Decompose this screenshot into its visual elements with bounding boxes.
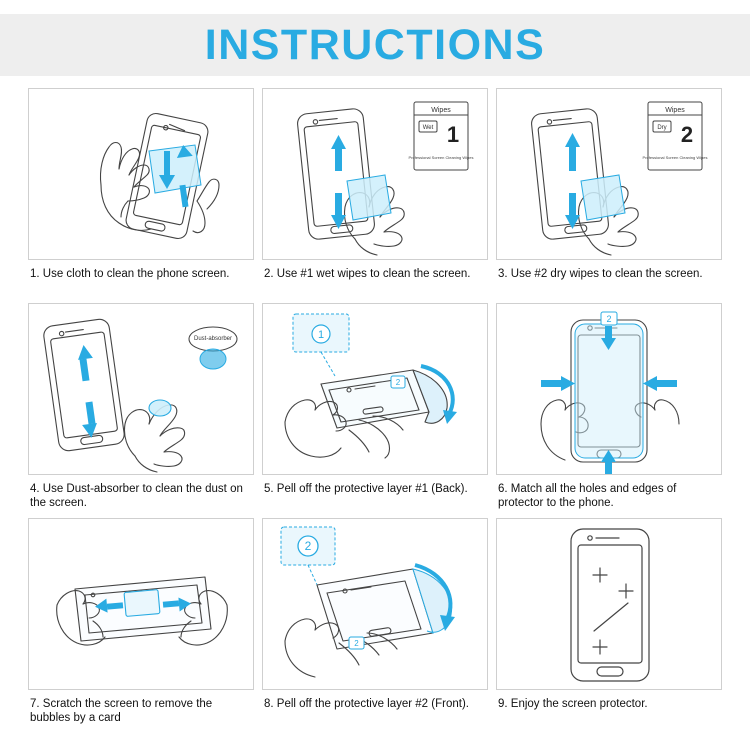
step-figure-9 — [496, 518, 722, 690]
step-figure-1 — [28, 88, 254, 260]
step-cell-9 — [496, 518, 722, 727]
layer-number-callout-2: 2 — [395, 378, 401, 387]
dust-absorber-label: Dust-absorber — [193, 336, 233, 342]
peel-front-layer-two-icon — [263, 519, 488, 690]
step-figure-5 — [262, 303, 488, 475]
peel-back-layer-one-icon — [263, 304, 488, 475]
wet-wipe-packet-and-phone-icon — [263, 89, 488, 260]
step-cell-8 — [262, 518, 488, 727]
page-header — [0, 14, 750, 76]
step-figure-3 — [496, 88, 722, 260]
step-cell-6 — [496, 303, 722, 512]
wipes-packet-type: Dry — [657, 125, 667, 131]
steps-grid — [28, 88, 722, 727]
wipes-packet-subtitle: Professional Screen Cleaning Wipes — [642, 155, 708, 160]
layer-number-callout: 2 — [606, 314, 612, 324]
step-caption-6: 6. Match all the holes and edges of protector to the phone. — [498, 483, 677, 509]
step-cell-5 — [262, 303, 488, 512]
wipes-packet-title: Wipes — [665, 107, 685, 114]
step-figure-4 — [28, 303, 254, 475]
step-figure-7 — [28, 518, 254, 690]
wipes-packet-title: Wipes — [431, 107, 451, 114]
step-figure-6 — [496, 303, 722, 475]
finished-phone-icon — [497, 519, 722, 690]
step-cell-1 — [28, 88, 254, 297]
wipes-packet-type: Wet — [422, 125, 434, 131]
step-caption-2: 2. Use #1 wet wipes to clean the screen. — [264, 268, 471, 280]
step-caption-4: 4. Use Dust-absorber to clean the dust on the screen. — [30, 483, 243, 509]
layer-number-callout-1: 1 — [317, 329, 325, 341]
dry-wipe-packet-and-phone-icon — [497, 89, 722, 260]
card-squeegee-bubbles-icon — [29, 519, 254, 690]
wipes-packet-number: 2 — [680, 122, 694, 147]
wipes-packet-number: 1 — [446, 122, 460, 147]
step-cell-7 — [28, 518, 254, 727]
step-caption-5: 5. Pell off the protective layer #1 (Back). — [264, 483, 468, 495]
step-figure-2 — [262, 88, 488, 260]
step-cell-4 — [28, 303, 254, 512]
step-cell-3 — [496, 88, 722, 297]
step-caption-7: 7. Scratch the screen to remove the bubbles by a card — [30, 698, 213, 724]
layer-number-tab: 2 — [354, 639, 359, 648]
align-protector-to-phone-icon — [497, 304, 722, 475]
page-title: INSTRUCTIONS — [204, 20, 546, 69]
step-figure-8 — [262, 518, 488, 690]
hand-holding-phone-with-cloth-icon — [29, 89, 254, 260]
step-caption-9: 9. Enjoy the screen protector. — [498, 698, 648, 710]
step-caption-3: 3. Use #2 dry wipes to clean the screen. — [498, 268, 703, 280]
layer-number-callout: 2 — [304, 539, 312, 553]
wipes-packet-subtitle: Professional Screen Cleaning Wipes — [408, 155, 474, 160]
step-caption-8: 8. Pell off the protective layer #2 (Front). — [264, 698, 469, 710]
step-cell-2 — [262, 88, 488, 297]
dust-absorber-sticker-and-phone-icon — [29, 304, 254, 475]
step-caption-1: 1. Use cloth to clean the phone screen. — [30, 268, 230, 280]
